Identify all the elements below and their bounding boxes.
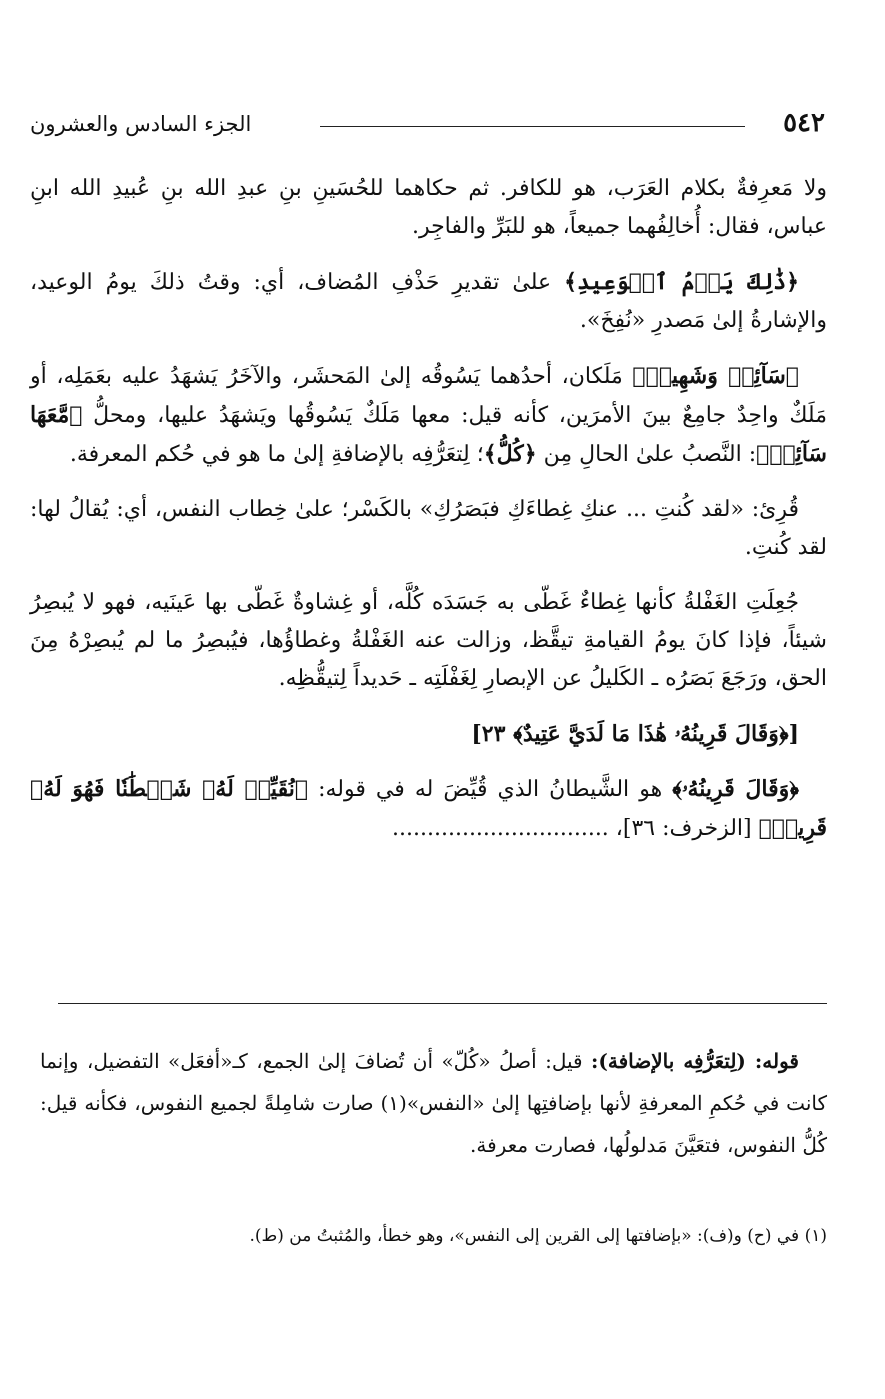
- page-header: [30, 108, 825, 148]
- paragraph-4: قُرِئ: «لقد كُنتِ ... عنكِ غِطاءَكِ فبَصَرُكِ» بالكَسْر؛ علىٰ خِطاب النفس، أي: يُقالُ لها: لقد كُنتِ.: [30, 497, 827, 560]
- part-title: الجزء السادس والعشرون: [30, 112, 252, 136]
- commentary-text: ؛ لِتعَرُّفِه بالإضافةِ إلىٰ ما هو في حُكم المعرفة.: [69, 442, 484, 467]
- commentary-text: مَلَكان، أحدُهما يَسُوقُه إلىٰ المَحشَر، والآخَرُ يَشهَدُ عليه بعَمَلِه، أو مَلَكٌ واحِدٌ جامِعٌ بينَ الأمرَين، كأنه قيل: معها مَلَكٌ يَسُوقُها ويَشهَدُ عليها، ومحلُّ: [30, 364, 827, 428]
- quran-verse: ﴿ذَٰلِكَ يَوۡمُ ٱلۡوَعِيدِ﴾: [564, 269, 799, 295]
- commentary-text: هو الشَّيطانُ الذي قُيِّضَ له في قوله:: [308, 777, 673, 802]
- page-number: ٥٤٢: [783, 108, 825, 138]
- quran-verse: ﴿كُلُّ﴾: [483, 441, 537, 467]
- gloss-section: [40, 1040, 827, 1166]
- footnote: (١) في (ح) و(ف): «بإضافتها إلى القرين إلى النفس»، وهو خطأ، والمُثبتُ من (ط).: [249, 1226, 827, 1246]
- verse-heading: [﴿وَقَالَ قَرِينُهُۥ هَٰذَا مَا لَدَيَّ عَتِيدٌ﴾ ٢٣]: [471, 721, 799, 747]
- main-text: [30, 170, 827, 865]
- quran-verse: ﴿مَّعَهَا سَآئِقٞ﴾: [30, 402, 827, 467]
- paragraph-2: [30, 263, 827, 340]
- paragraph-7: [30, 770, 827, 848]
- header-rule: [320, 126, 745, 127]
- gloss-separator: [58, 1003, 827, 1004]
- gloss-lead: قوله: (لِتعَرُّفِه بالإضافة):: [591, 1049, 799, 1073]
- gloss-text: قيل: أصلُ «كُلّ» أن تُضافَ إلىٰ الجمع، كـ«أفعَل» التفضيل، وإنما كانت في حُكمِ المعرفةِ لأنها بإضافتِها إلىٰ «النفس»(١) صارت شامِلةً لجميع النفوس، فكأنه قيل: كُلُّ النفوس، فتعَيَّنَ مَدلولُها، فصارت معرفة.: [40, 1049, 828, 1157]
- commentary-text: [الزخرف: ٣٦]، ...............................: [392, 816, 759, 841]
- paragraph-3: [30, 357, 827, 474]
- gloss-paragraph: [40, 1040, 827, 1166]
- commentary-text: علىٰ تقديرِ حَذْفِ المُضاف، أي: وقتُ ذلكَ يومُ الوعيد، والإشارةُ إلىٰ مَصدرِ «نُفِخَ».: [30, 270, 827, 333]
- commentary-text: : النَّصبُ علىٰ الحالِ مِن: [536, 442, 757, 467]
- quran-verse: ﴿نُقَيِّضۡ لَهُۥ شَيۡطَٰنٗا فَهُوَ لَهُۥ قَرِينٞ﴾: [30, 776, 827, 841]
- paragraph-1: ولا مَعرِفةٌ بكلام العَرَب، هو للكافر. ثم حكاهما للحُسَينِ بنِ عبدِ الله بنِ عُبيدِ الله ابنِ عباس، فقال: أُخالِفُهما جميعاً، هو للبَرِّ والفاجِر.: [30, 176, 828, 239]
- quran-verse: ﴿سَآئِقٞ وَشَهِيدٞ﴾: [632, 363, 800, 389]
- quran-verse: ﴿وَقَالَ قَرِينُهُۥ﴾: [672, 776, 800, 802]
- paragraph-5: جُعِلَتِ الغَفْلةُ كأنها غِطاءٌ غَطّى به جَسَدَه كُلَّه، أو غِشاوةٌ غَطّى بها عَينَيه، فهو لا يُبصِرُ شيئاً، فإذا كانَ يومُ القيامةِ تيقَّظ، وزالت عنه الغَفْلةُ وغطاؤُها، فيُبصِرُ ما لم يُبصِرْهُ مِنَ الحق، ورَجَعَ بَصَرُه ـ الكَليلُ عن الإبصارِ لِغَفْلَتِه ـ حَديداً لِتيقُّظِه.: [30, 590, 827, 691]
